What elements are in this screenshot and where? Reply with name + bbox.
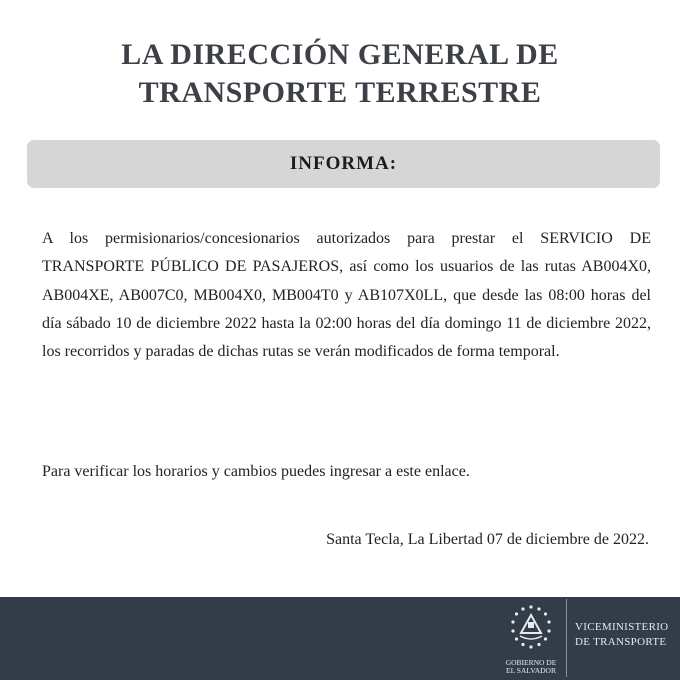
- informa-banner: [27, 140, 660, 188]
- gov-line-2: EL SALVADOR: [506, 666, 556, 675]
- el-salvador-coat-of-arms-icon: [506, 603, 556, 657]
- banner-label: INFORMA:: [289, 153, 398, 174]
- vice-line-2: DE TRANSPORTE: [575, 636, 667, 648]
- gobierno-logo: [500, 603, 562, 675]
- footer-divider: [566, 599, 567, 677]
- title-line-1: LA DIRECCIÓN GENERAL DE: [121, 38, 559, 71]
- gov-line-1: GOBIERNO DE: [505, 658, 557, 667]
- date-location-line: Santa Tecla, La Libertad 07 de diciembre de 2022.: [326, 531, 649, 548]
- page-title: [0, 36, 680, 112]
- link-paragraph[interactable]: Para verificar los horarios y cambios puedes ingresar a este enlace.: [42, 463, 470, 480]
- viceministerio-label: [575, 620, 668, 650]
- gobierno-label: [500, 659, 562, 675]
- title-line-2: TRANSPORTE TERRESTRE: [138, 76, 542, 109]
- vice-line-1: VICEMINISTERIO: [575, 621, 669, 633]
- notice-paragraph: A los permisionarios/concesionarios autorizados para prestar el SERVICIO DE TRANSPORTE PÚBLICO DE PASAJEROS, así como los usuarios de las rutas AB004X0, AB004XE, AB007C0, MB004X0, MB004T0 y AB107X0LL, que desde las 08:00 horas del día sábado 10 de diciembre 2022 hasta la 02:00 horas del día domingo 11 de diciembre 2022, los recorridos y paradas de dichas rutas se verán modificados de forma temporal.: [42, 230, 651, 361]
